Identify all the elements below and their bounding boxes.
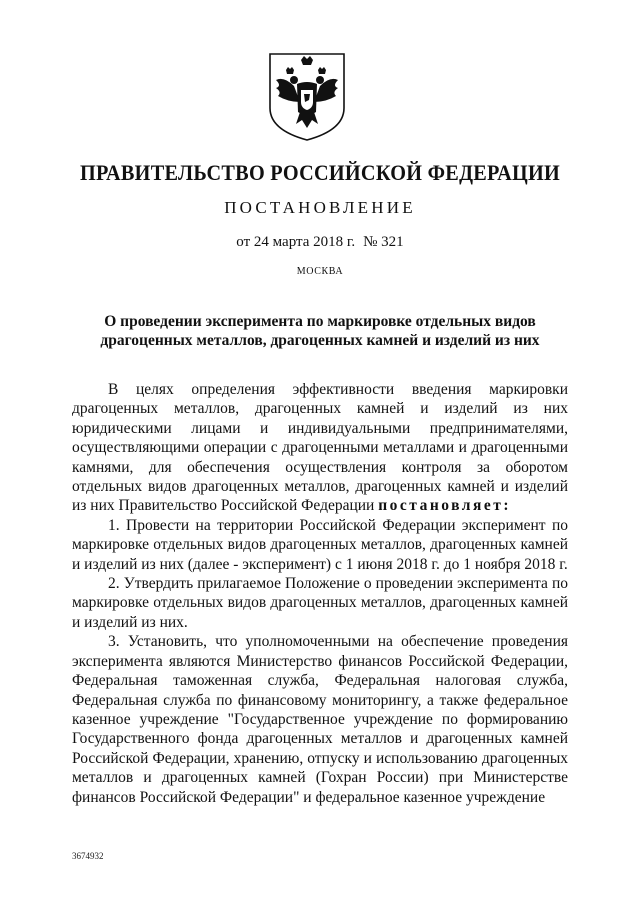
document-heading: О проведении эксперимента по маркировке отдельных видов драгоценных металлов, драгоценных камней и изделий из них	[100, 313, 540, 349]
paragraph-3: 3. Установить, что уполномоченными на обеспечение проведения эксперимента являются Министерство финансов Российской Федерации, Федеральная таможенная служба, Федеральная налоговая служба, Федеральная служба по финансовому мониторингу, а также федеральное казенное учреждение "Государственное учреждение по формированию Государственного фонда драгоценных металлов и драгоценных камней Российской Федерации, хранению, отпуску и использованию драгоценных металлов и драгоценных камней (Гохран России) при Министерстве финансов Российской Федерации" и федеральное казенное учреждение	[72, 633, 568, 806]
coat-of-arms-icon	[264, 50, 350, 142]
paragraph-2: 2. Утвердить прилагаемое Положение о проведении эксперимента по маркировке отдельных видов драгоценных металлов, драгоценных камней и изделий из них.	[72, 575, 568, 631]
preamble-paragraph	[72, 380, 568, 516]
paragraph-1: 1. Провести на территории Российской Федерации эксперимент по маркировке отдельных видов драгоценных металлов, драгоценных камней и изделий из них (далее - эксперимент) с 1 июня 2018 г. до 1 ноября 2018 г.	[72, 516, 568, 573]
document-date-line	[0, 234, 640, 251]
document-city: МОСКВА	[296, 266, 344, 277]
document-type: ПОСТАНОВЛЕНИЕ	[224, 198, 416, 217]
document-body	[72, 380, 568, 807]
page-code: 3674932	[72, 851, 104, 861]
preamble-text: В целях определения эффективности введения маркировки драгоценных металлов, драгоценных камней и изделий из них юридическими лицами и индивидуальными предпринимателями, осуществляющими операции с драгоценными металлами и драгоценными камнями, для обеспечения осуществления контроля за оборотом отдельных видов драгоценных металлов, драгоценных камней и изделий из них Правительство Российской Федерации	[72, 381, 568, 515]
government-title: ПРАВИТЕЛЬСТВО РОССИЙСКОЙ ФЕДЕРАЦИИ	[79, 160, 561, 185]
document-date: от 24 марта 2018 г.	[236, 234, 356, 250]
document-number: № 321	[363, 234, 404, 250]
decree-word: постановляет:	[378, 497, 512, 515]
